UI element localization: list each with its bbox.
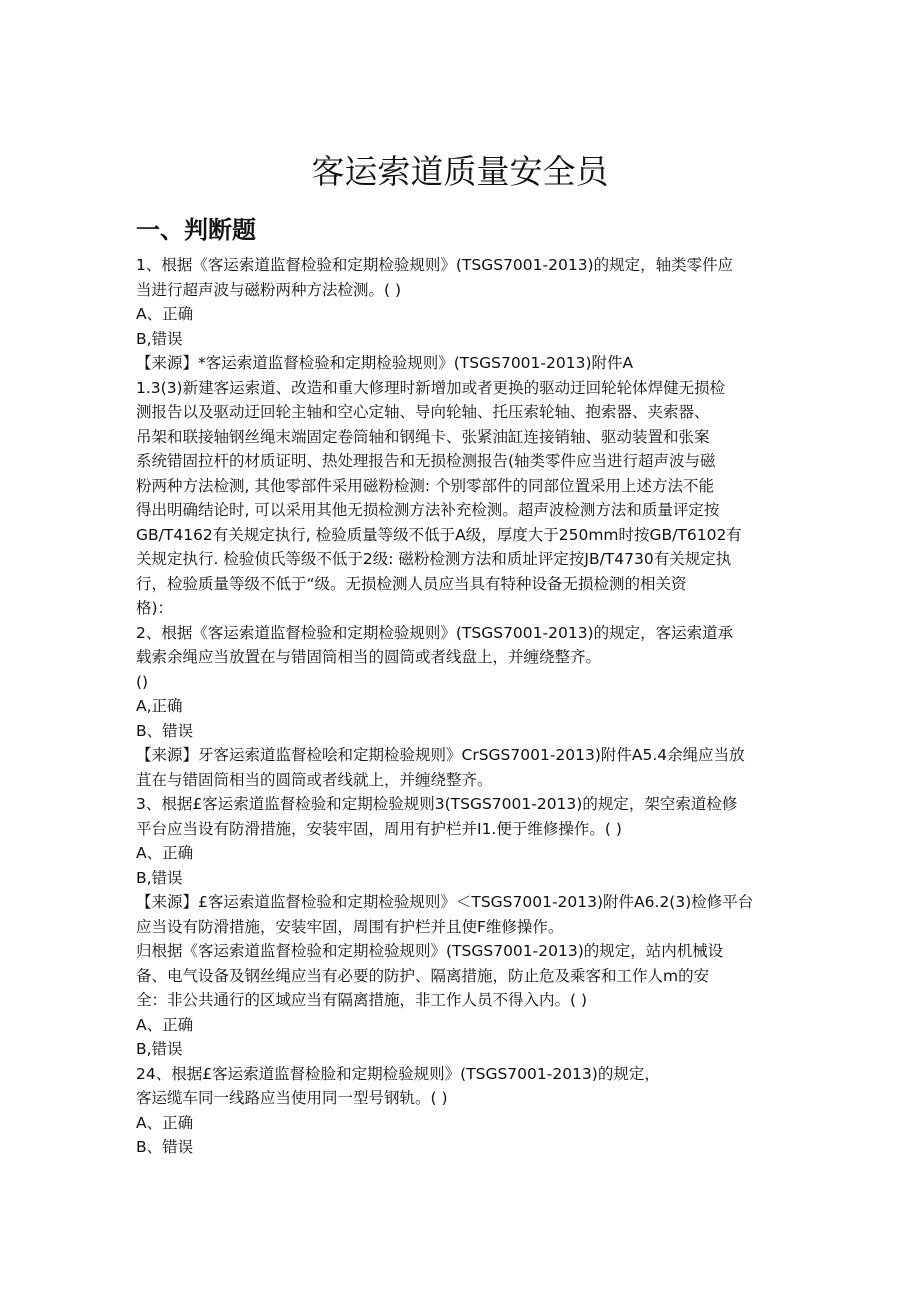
text-line: 全：非公共通行的区域应当有隔离措施，非工作人员不得入内。( ): [136, 991, 588, 1009]
answer-option: B、错误: [136, 721, 194, 740]
text-line: 2、根据《客运索道监督检验和定期检验规则》(TSGS7001-2013)的规定，客运索道承: [136, 623, 734, 642]
text-line: 客运缆车同一线路应当使用同一型号钢轨。( ): [136, 1089, 448, 1107]
source-line: 苴在与错固筒相当的圆筒或者线就上，并缠绕整齐。: [136, 770, 493, 789]
answer-option: A、正确: [136, 844, 194, 862]
text-line: 载索余绳应当放置在与错固筒相当的圆筒或者线盘上，并缠绕整齐。: [136, 648, 602, 666]
source-line: 格)：: [136, 599, 174, 617]
text-line: 1、根据《客运索道监督检验和定期检验规则》(TSGS7001-2013)的规定，轴类零件应: [136, 256, 734, 274]
source-line: GB/T4162有关规定执行, 检验质量等级不低于A级，厚度大于250mm时按GB/T6102有: [136, 525, 742, 544]
answer-option: B,错误: [136, 329, 183, 348]
source-line: 测报告以及驱动迂回轮主轴和空心定轴、导向轮轴、托压索轮轴、抱索器、夹索器、: [136, 403, 710, 421]
source-line: 应当设有防滑措施，安装牢固，周围有护栏并且使F维修操作。: [136, 917, 564, 936]
text-line: 备、电气设备及钢丝绳应当有必要的防护、隔离措施，防止危及乘客和工作人m的安: [136, 966, 710, 985]
source-line: 【来源】牙客运索道监督检哙和定期检验规则》CrSGS7001-2013)附件A5.4余绳应当放: [136, 746, 745, 764]
text-line: 3、根据£客运索道监督检验和定期检验规则3(TSGS7001-2013)的规定，架空索道检修: [136, 795, 738, 813]
source-line: 吊架和联接轴钢丝绳末端固定卷筒轴和钢绳卡、张紧油缸连接销轴、驱动装置和张案: [136, 427, 710, 446]
text-line: 24、根据£客运索道监督检脸和定期检验规则》(TSGS7001-2013)的规定，: [136, 1064, 660, 1083]
text-line: 平台应当设有防滑措施，安装牢固，周用有护栏并I1.便于维修操作。( ): [136, 819, 622, 838]
answer-option: B,错误: [136, 1040, 183, 1058]
source-line: 1.3(3)新建客运索道、改造和重大修理时新增加或者更换的驱动迂回轮轮体焊健无损检: [136, 378, 726, 397]
source-line: 关规定执行. 检验侦氏等级不低于2级: 磁粉检测方法和质址评定按JB/T4730有关规定执: [136, 550, 732, 568]
source-line: 粉两种方法检测, 其他零部件采用磁粉检测: 个别零部件的同部位置采用上述方法不能: [136, 476, 715, 495]
text-line: 归根据《客运索道监督检验和定期检验规则》(TSGS7001-2013)的规定，站内机械设: [136, 942, 724, 960]
document-title: 客运索道质量安全员: [311, 152, 609, 191]
document-body: [136, 253, 786, 1160]
answer-option: B,错误: [136, 868, 183, 887]
answer-option: B、错误: [136, 1138, 194, 1156]
answer-option: A、正确: [136, 1015, 194, 1034]
answer-option: A、正确: [136, 305, 194, 323]
text-line: 当进行超声波与磁粉两种方法检测。( ): [136, 280, 402, 299]
text-line: (): [136, 672, 149, 691]
answer-option: A,正确: [136, 697, 183, 715]
source-line: 【来源】£客运索道监督检验和定期检验规则》＜TSGS7001-2013)附件A6.2(3)检修平台: [136, 893, 754, 911]
answer-option: A、正确: [136, 1113, 194, 1132]
section-heading: 一、判断题: [136, 216, 256, 244]
source-line: 系统错固拉杆的材质证明、热处理报告和无损检测报告(轴类零件应当进行超声波与磁: [136, 452, 716, 470]
source-line: 【来源】*客运索道监督检验和定期检验规则》(TSGS7001-2013)附件A: [136, 354, 634, 372]
source-line: 得出明确结论时, 可以采用其他无损检测方法补充检测。超声波检测方法和质量评定按: [136, 501, 720, 519]
source-line: 行，检验质量等级不低于“级。无损检测人员应当具有特种设备无损检测的相关资: [136, 574, 687, 593]
